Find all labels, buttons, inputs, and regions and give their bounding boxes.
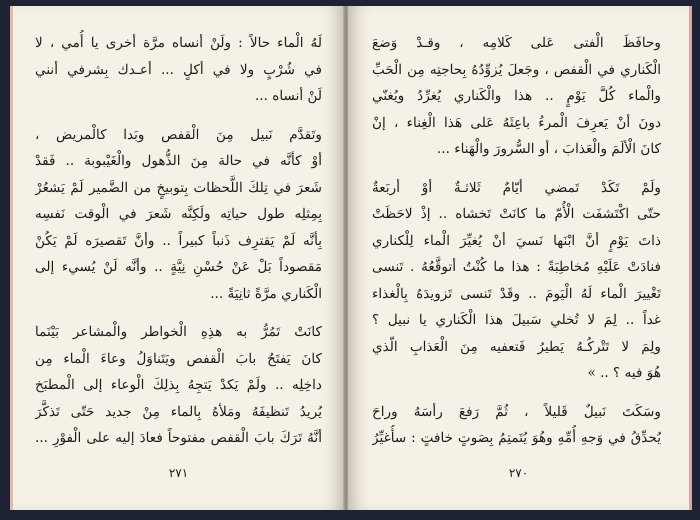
text-line: وسَكَتَ نَبيلٌ قَليلاً ، ثُمَّ رَفعَ رأسَهُ وراحَ [372,403,661,420]
text-line: كانَ الْألَمَ والْعَذابَ ، أو السُّرورَ والْهَناء ... [436,141,661,157]
text-line: فنادَتْ عَلَيْهِ مُخاطِبَةً : هذا ما كُنْتُ أتوقَّعُهُ . تَنسى [372,259,661,275]
text-line: تَغْييرَ الْماء لَهُ الْيَومَ .. وقَدْ تَنسى تَزويدَهُ بِالْغذاء [372,285,661,302]
text-line: بِأنَّه لَمْ يَقترِف ذَنباً كبيراً .. وأنَّ تَقصيرَه لَمْ يَكُنْ [35,232,322,249]
text-line: والْماء كُلَّ يَوْمٍ .. هذا والْكَناري يُغرِّدُ ويُغنّي [372,88,661,104]
left-page [10,6,344,510]
page-number: ٢٧١ [168,466,189,480]
text-line: هُوَ فيه ؟ .. » [587,365,661,381]
text-line: ذاتَ يَوْمٍ أنَّ ابْنَها نَسيَ أنْ يُغيِّرَ الْماء لِلْكناري [372,232,661,249]
text-line: بِمِثلِه طول حياتِه ولَكِنَّه شَعرَ في الْوقت نَفسِه [35,206,322,222]
text-line: يُريدُ تَنظيفَهُ ومَلأهُ بِالماء مِنْ جديد حَتّى تَذكَّرَ [35,403,322,420]
text-line: ولِمَ لا تَتْركُـهُ يَطيرُ فَتعفيه مِنَ الْعَذابِ الّذي [372,338,661,355]
paragraph-gap [372,387,661,399]
text-line: وحافَظَ الْفتى عَلى كَلامِه ، وقـدْ وَضعَ [372,35,661,51]
text-line: لَنْ أنساه ... [254,88,322,104]
text-line: وتَقدَّم نَبيل مِنَ الْقفص وبَدا كالْمريض ، [35,126,322,143]
paragraph-gap [35,307,322,319]
text-line: الْكَناري في الْقفص ، وجَعلَ يُزوِّدُهُ بِحاجتِه مِن الْحَبِّ [372,61,661,78]
paragraph-gap [35,110,322,122]
text-line: يُحدِّقُ في وَجهِ أُمِّهِ وهُوَ يُتَمتِمُ بِصَوتٍ خافتٍ : سأُغيِّرُ [372,430,661,446]
text-line: حتّى اكْتَشفَت الْأُمّ ما كانَتْ تَخشاه .. إذْ لاحَظَتْ [372,206,661,222]
text-line: أنَّهُ تَرَكَ بابَ الْقفص مفتوحاً فعادَ إليه على الْفوْرِ ... [35,430,322,446]
left-page-text [35,30,322,452]
right-page-text [372,30,661,452]
paragraph-gap [372,163,661,175]
text-line: ولَمْ تَكَدْ تَمضي أيّامٌ ثَلاثـةٌ أوْ أربَعةٌ [372,179,661,196]
right-page [348,6,692,510]
text-line: في شُرْبٍ ولا في أكلٍ ... أعـدك بِشرفي أنني [35,61,322,78]
text-line: شَعرَ في تِلكَ اللَّحظات بِتوبيخٍ من الضَّمير لَمْ يَشعُرْ [35,179,322,196]
open-book [4,2,696,518]
text-line: دونَ أنْ يَعرِفَ الْمرءُ باعِثَهُ عَلى هَذا الْغِناء ، إنْ [372,114,661,131]
text-line: كانَتْ تَمُرُّ به هذِهِ الْخواطر والْمشاعر بَيْنَما [35,324,322,340]
text-line: الْكَناري مرَّةً ثانِيَةً ... [210,285,322,302]
text-line: مَقصوداً بَلْ عَنْ حُسْنِ نِيَّةٍ .. وأنَّه لَنْ يُسيء إلى [35,259,322,275]
text-line: أوْ كأنَّه في حالة مِنَ الذُّهول والْغَيْبوبة .. فَقدْ [35,153,322,169]
text-line: داخِلِه .. ولَمْ يَكدْ يَتجِهُ بِذلِكَ الْوعاء إلى الْمطبَخ [35,377,322,393]
text-line: كانَ يَفتَحُ بابَ الْقفص ويَتَناوَلُ وعاءَ الْماء مِن [35,350,322,367]
text-line: لَهُ الْماء حالاً : ولَنْ أنساه مرَّة أخرى يا أُمي ، لا [35,35,322,51]
text-line: غداً .. لِمَ لا تُخلي سَبيلَ هذا الْكَناري يا نبيل ؟ [372,312,661,328]
page-number: ٢٧٠ [508,466,529,480]
